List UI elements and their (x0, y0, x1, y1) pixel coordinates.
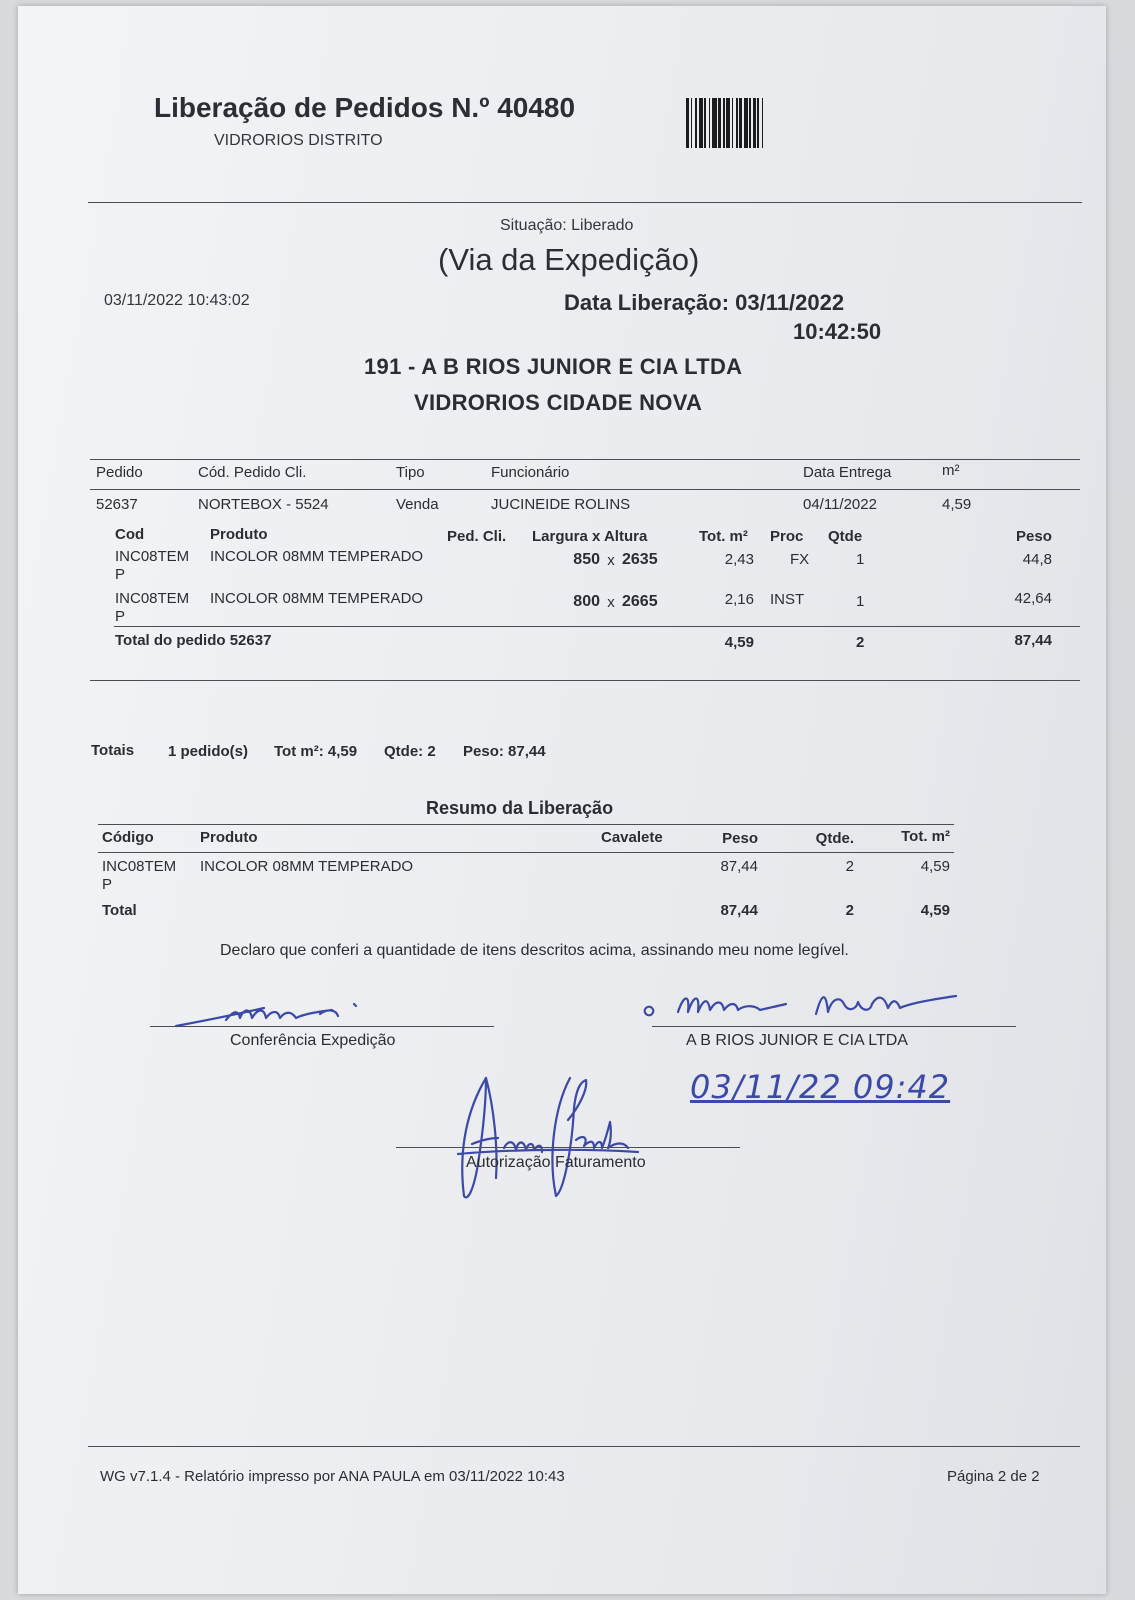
item-cod: INC08TEM P (115, 590, 190, 625)
item-peso: 42,64 (1014, 590, 1052, 607)
divider (88, 1446, 1080, 1447)
item-x: x (607, 552, 615, 569)
printed-datetime: 03/11/2022 10:43:02 (104, 292, 250, 309)
col-tipo: Tipo (396, 464, 425, 481)
totais-pedidos: 1 pedido(s) (168, 743, 249, 760)
divider (98, 852, 954, 853)
col-qtde: Qtde. (815, 830, 854, 847)
col-codigo: Código (102, 829, 154, 846)
item-tot-m2: 2,43 (724, 551, 754, 568)
col-qtde: Qtde (828, 528, 863, 545)
barcode (686, 98, 765, 148)
autorizacao-label: Autorização Faturamento (466, 1154, 646, 1171)
client-name: 191 - A B RIOS JUNIOR E CIA LTDA (364, 354, 743, 379)
col-produto: Produto (200, 829, 258, 846)
item-proc: INST (770, 591, 805, 608)
situacao-label: Situação: Liberado (500, 217, 634, 234)
conferencia-label: Conferência Expedição (230, 1032, 396, 1049)
divider (90, 680, 1080, 681)
footer-page: Página 2 de 2 (947, 1468, 1040, 1485)
totais-peso: Peso: 87,44 (463, 743, 546, 760)
item-qtde: 1 (856, 593, 865, 610)
via-label: (Via da Expedição) (438, 242, 700, 277)
col-proc: Proc (770, 528, 804, 545)
col-tot-m2: Tot. m² (699, 528, 748, 545)
col-largura-altura: Largura x Altura (532, 528, 648, 545)
divider (98, 824, 954, 825)
col-produto: Produto (210, 526, 268, 543)
declaration-text: Declaro que conferi a quantidade de itens descritos acima, assinando meu nome legível. (220, 942, 849, 959)
resumo-codigo: INC08TEM P (102, 858, 177, 893)
item-altura: 2665 (622, 593, 658, 610)
resumo-total-qtde: 2 (845, 902, 854, 919)
col-cod: Cod (115, 526, 145, 543)
pedido-value: 52637 (96, 496, 138, 513)
item-produto: INCOLOR 08MM TEMPERADO (210, 590, 424, 607)
divider (90, 489, 1080, 490)
col-peso: Peso (722, 830, 758, 847)
col-cod-pedido-cli: Cód. Pedido Cli. (198, 464, 307, 481)
signature-line (396, 1147, 740, 1148)
item-proc: FX (790, 551, 810, 568)
resumo-produto: INCOLOR 08MM TEMPERADO (200, 858, 414, 875)
resumo-total-peso: 87,44 (720, 902, 758, 919)
barcode-bar (763, 98, 765, 148)
col-funcionario: Funcionário (491, 464, 570, 481)
order-total-m2: 4,59 (724, 634, 754, 651)
divider (114, 626, 1080, 627)
company-name: VIDRORIOS DISTRITO (214, 132, 383, 149)
totais-qtde: Qtde: 2 (384, 743, 436, 760)
resumo-qtde: 2 (845, 858, 854, 875)
funcionario-value: JUCINEIDE ROLINS (491, 496, 631, 513)
resumo-title: Resumo da Liberação (426, 798, 614, 818)
item-largura: 850 (573, 551, 600, 568)
cliente-label: A B RIOS JUNIOR E CIA LTDA (686, 1032, 908, 1049)
client-store: VIDRORIOS CIDADE NOVA (414, 390, 703, 415)
col-data-entrega: Data Entrega (803, 464, 892, 481)
hora-liberacao: 10:42:50 (793, 319, 882, 344)
item-altura: 2635 (622, 551, 658, 568)
col-peso: Peso (1016, 528, 1052, 545)
totais-label: Totais (91, 742, 135, 759)
signature-line (150, 1026, 494, 1027)
item-largura: 800 (573, 593, 600, 610)
totais-m2: Tot m²: 4,59 (274, 743, 358, 760)
divider (90, 459, 1080, 460)
resumo-total-label: Total (102, 902, 137, 919)
document-page (18, 6, 1106, 1594)
tipo-value: Venda (396, 496, 439, 513)
handwritten-datetime: 03/11/22 09:42 (690, 1068, 951, 1106)
item-produto: INCOLOR 08MM TEMPERADO (210, 548, 424, 565)
item-x: x (607, 594, 615, 611)
cod-pedido-cli-value: NORTEBOX - 5524 (198, 496, 329, 513)
order-total-peso: 87,44 (1014, 632, 1052, 649)
col-m2: m² (942, 462, 960, 479)
order-total-qtde: 2 (856, 634, 865, 651)
item-qtde: 1 (856, 551, 865, 568)
signature-line (652, 1026, 1016, 1027)
data-liberacao: Data Liberação: 03/11/2022 (564, 290, 845, 315)
signature-autorizacao (438, 1068, 678, 1208)
resumo-total-m2: 4,59 (920, 902, 950, 919)
document-title: Liberação de Pedidos N.º 40480 (154, 92, 576, 123)
col-cavalete: Cavalete (601, 829, 663, 846)
divider (88, 202, 1082, 203)
item-tot-m2: 2,16 (724, 591, 754, 608)
col-tot-m2: Tot. m² (901, 828, 950, 845)
m2-value: 4,59 (942, 496, 972, 513)
col-ped-cli: Ped. Cli. (447, 528, 507, 545)
item-cod: INC08TEM P (115, 548, 190, 583)
footer-printed-by: WG v7.1.4 - Relatório impresso por ANA PAULA em 03/11/2022 10:43 (100, 1468, 565, 1485)
resumo-tot-m2: 4,59 (920, 858, 950, 875)
signature-cliente (638, 984, 978, 1026)
order-total-label: Total do pedido 52637 (115, 632, 272, 649)
col-pedido: Pedido (96, 464, 143, 481)
item-peso: 44,8 (1022, 551, 1052, 568)
data-entrega-value: 04/11/2022 (803, 496, 877, 513)
resumo-peso: 87,44 (720, 858, 758, 875)
